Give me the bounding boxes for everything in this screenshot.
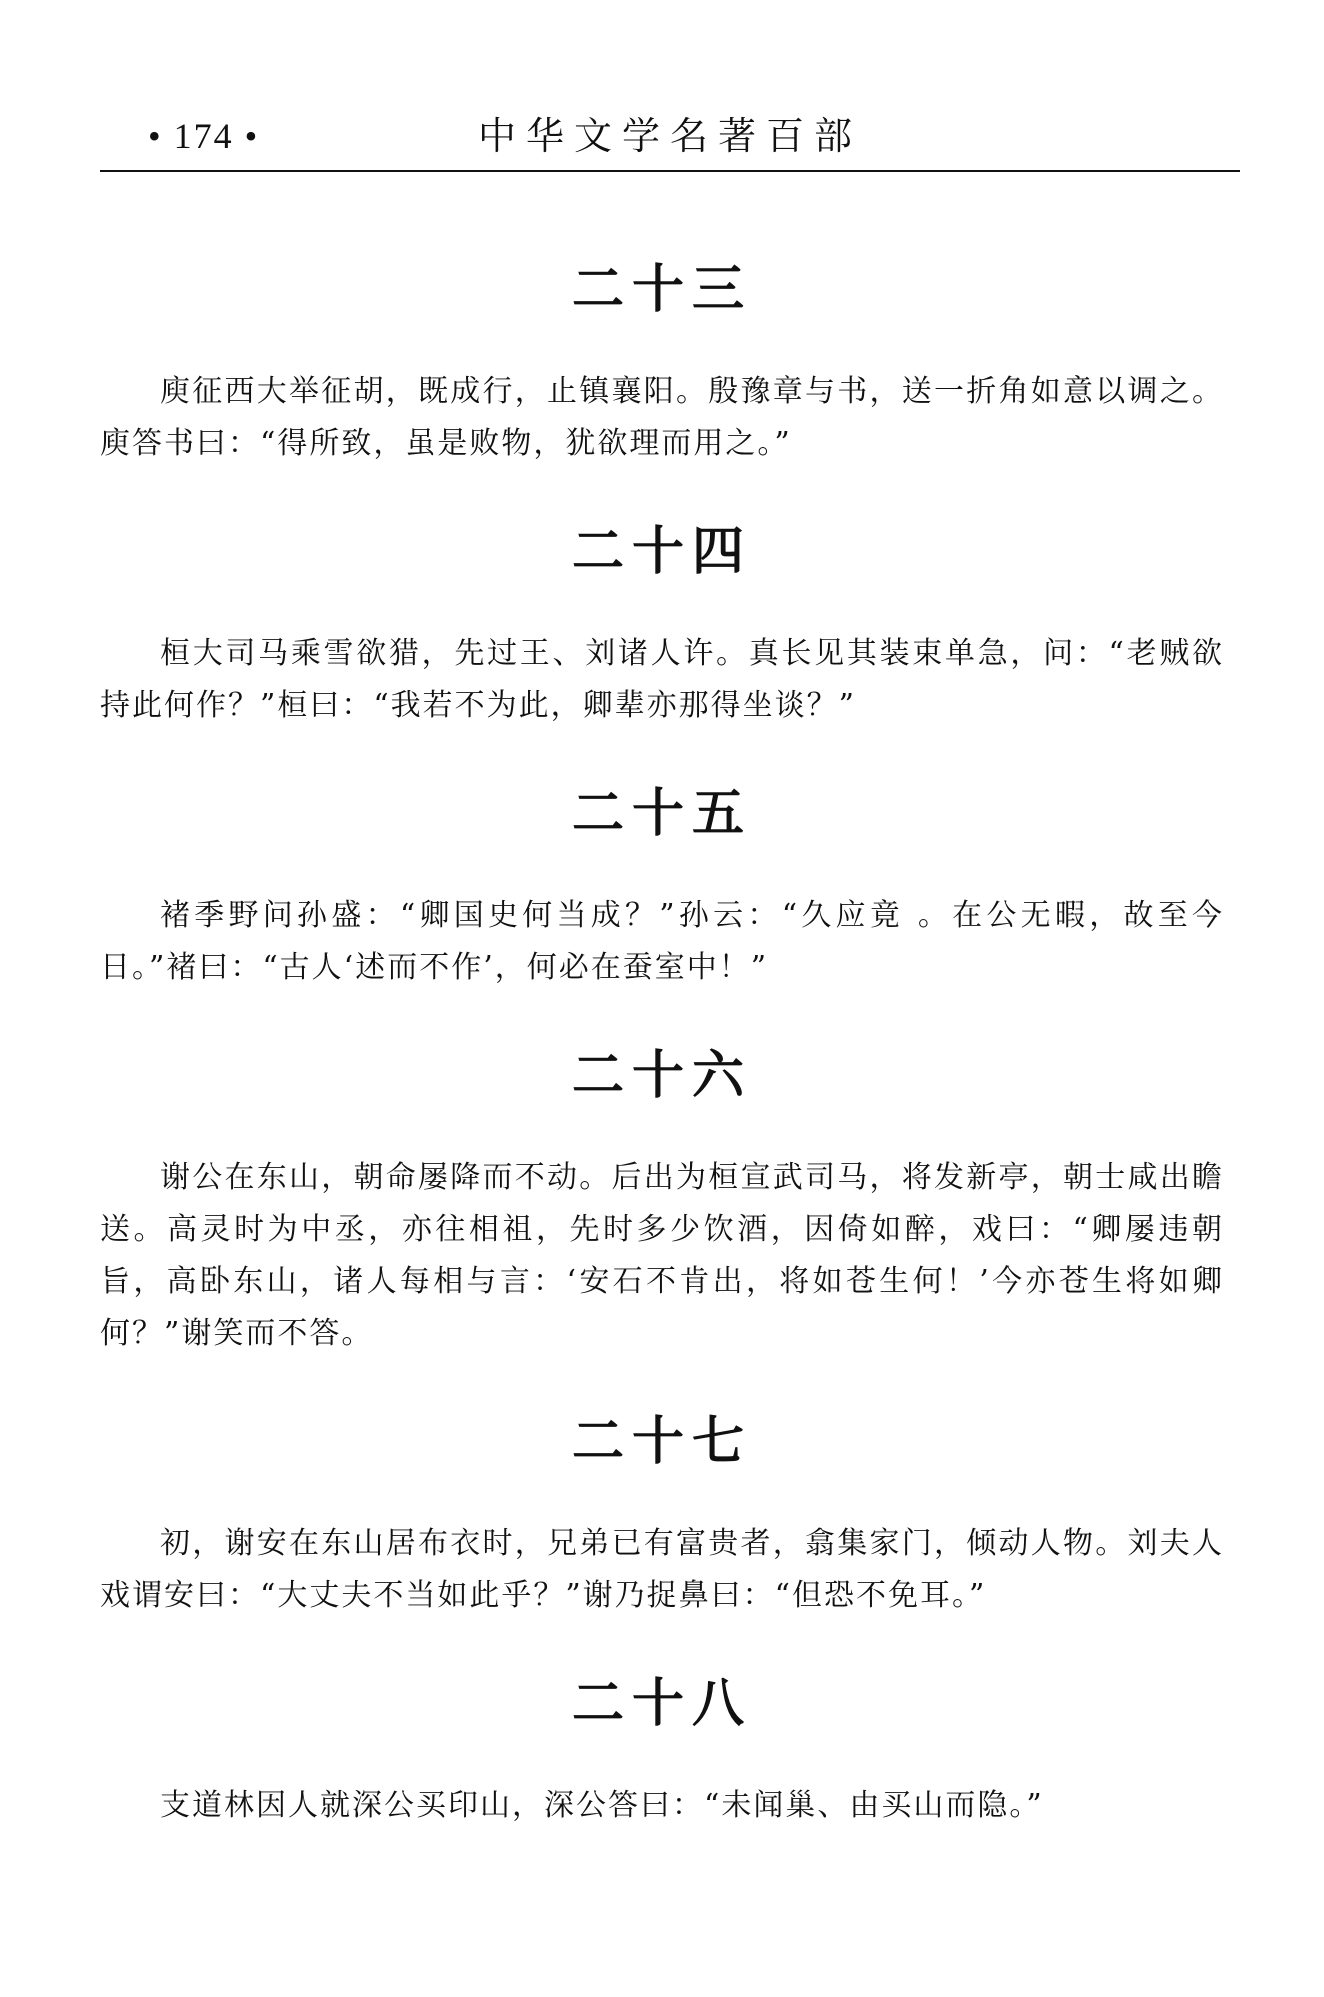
section-24 [100, 520, 1224, 732]
section-26 [100, 1044, 1224, 1360]
section-text: 褚季野问孙盛：“卿国史何当成？”孙云：“久应竟 。在公无暇，故至今日。”褚曰：“古人‘述而不作’，何必在蚕室中！” [100, 898, 1224, 985]
page-number: • 174 • [148, 116, 260, 156]
section-title: 二十四 [571, 522, 752, 582]
section-title: 二十五 [571, 784, 752, 844]
section-text: 桓大司马乘雪欲猎，先过王、刘诸人许。真长见其装束单急，问：“老贼欲持此何作？”桓曰：“我若不为此，卿辈亦那得坐谈？” [100, 636, 1224, 723]
section-text: 谢公在东山，朝命屡降而不动。后出为桓宣武司马，将发新亭，朝士咸出瞻送。高灵时为中丞，亦往相祖，先时多少饮酒，因倚如醉，戏曰：“卿屡违朝旨，高卧东山，诸人每相与言：‘安石不肯出，将如苍生何！’今亦苍生将如卿何？”谢笑而不答。 [100, 1160, 1224, 1351]
page-header [100, 108, 1240, 168]
section-28 [100, 1672, 1224, 1832]
section-text: 初，谢安在东山居布衣时，兄弟已有富贵者，翕集家门，倾动人物。刘夫人戏谓安曰：“大丈夫不当如此乎？”谢乃捉鼻曰：“但恐不免耳。” [100, 1526, 1224, 1613]
book-title: 中华文学名著百部 [477, 114, 862, 158]
section-title: 二十七 [571, 1412, 752, 1472]
section-23 [100, 258, 1224, 470]
section-title: 二十三 [571, 260, 752, 320]
section-title: 二十六 [571, 1046, 752, 1106]
section-text: 庾征西大举征胡，既成行，止镇襄阳。殷豫章与书，送一折角如意以调之。庾答书曰：“得所致，虽是败物，犹欲理而用之。” [100, 374, 1224, 461]
section-25 [100, 782, 1224, 994]
header-rule [100, 170, 1240, 172]
page-content [100, 258, 1224, 1882]
section-text: 支道林因人就深公买印山，深公答曰：“未闻巢、由买山而隐。” [160, 1788, 1044, 1823]
section-27 [100, 1410, 1224, 1622]
section-title: 二十八 [571, 1674, 752, 1734]
